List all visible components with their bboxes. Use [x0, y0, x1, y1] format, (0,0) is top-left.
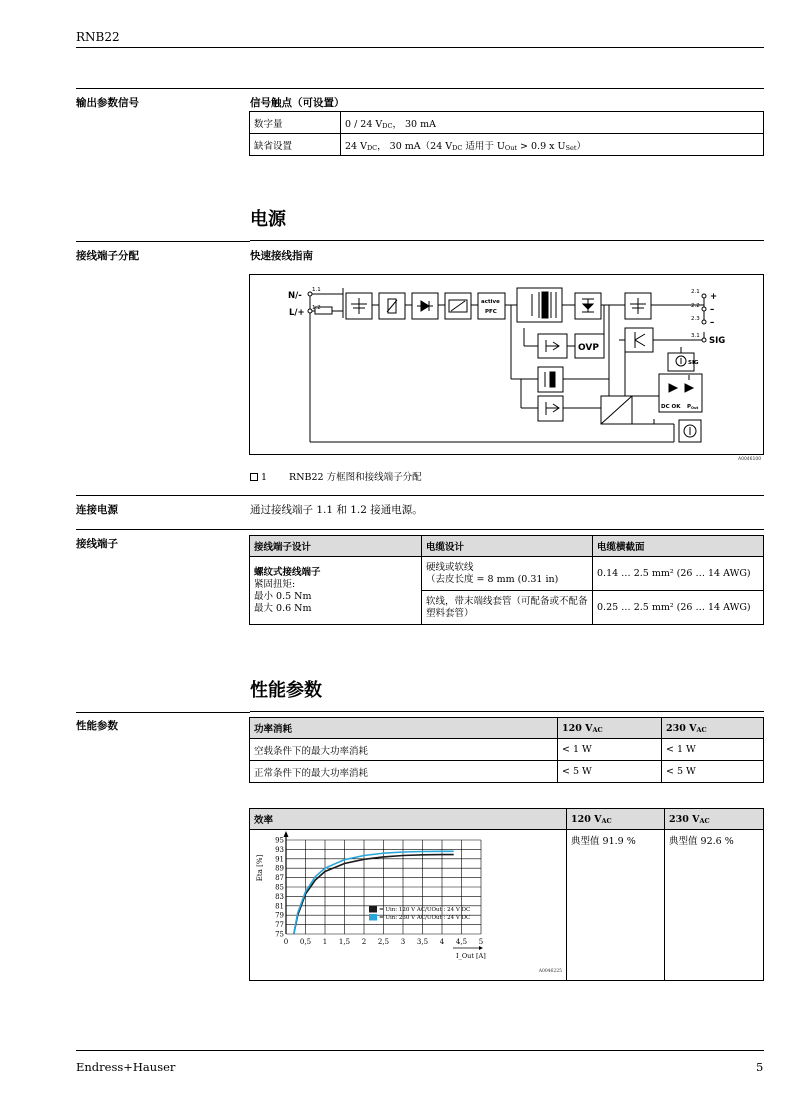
output-plus-label: +: [710, 292, 718, 302]
quick-wiring-subtitle: 快速接线指南: [250, 250, 313, 262]
y-tick-label: 81: [275, 902, 284, 911]
design-line: 最小 0.5 Nm: [254, 590, 312, 602]
figure-code: A0046100: [738, 457, 762, 462]
terminal-3-1-label: 3.1: [691, 333, 700, 339]
output-signal-table: [249, 111, 764, 156]
pfc-label: PFC: [485, 309, 497, 315]
sig-small-label: SIG: [688, 360, 699, 366]
header-rule: [76, 47, 764, 48]
section-rule: [76, 712, 250, 713]
document-header-title: RNB22: [76, 30, 120, 44]
x-axis-arrow: [479, 946, 483, 950]
legend-swatch: [369, 914, 377, 921]
section-rule: [76, 241, 250, 242]
y-tick-label: 77: [275, 921, 284, 930]
y-tick-label: 91: [275, 855, 284, 864]
x-tick-label: 2: [361, 938, 367, 946]
performance-side-label: 性能参数: [76, 720, 118, 732]
design-line: 紧固扭矩:: [254, 578, 296, 590]
terminal-n-label: N/-: [288, 291, 302, 301]
value-text: 适用于 U: [462, 140, 505, 152]
table-header-cell: 230 $V_{AC}$: [662, 718, 764, 739]
y-tick-label: 75: [275, 930, 284, 939]
x-tick-label: 2,5: [377, 938, 390, 946]
dc-ok-label: DC OK: [661, 404, 681, 410]
cable-cell: [422, 557, 593, 591]
y-tick-label: 79: [275, 911, 284, 920]
table-cell-value: [341, 112, 764, 134]
table-cell-label: 数字量: [250, 112, 341, 134]
table-header-cell: 接线端子设计: [250, 536, 422, 557]
x-axis-label: I_Out [A]: [456, 952, 486, 960]
output-signal-subtitle: 信号触点（可设置）: [250, 97, 345, 109]
cable-cell: 软线，带末端线套管（可配备或不配备塑料套管）: [422, 591, 593, 625]
figure-caption-text: RNB22 方框图和接线端子分配: [289, 472, 422, 483]
x-tick-label: 3,5: [416, 938, 429, 946]
value-sub: DC: [382, 121, 393, 130]
table-cell-label: 空载条件下的最大功率消耗: [250, 739, 558, 761]
block-diagram: [249, 274, 764, 456]
value-sub: Out: [504, 143, 517, 152]
table-row: [250, 830, 764, 981]
figure-caption: [250, 469, 422, 483]
table-header-row: [250, 809, 764, 830]
pout-label: POut: [687, 404, 699, 410]
x-tick-label: 4,5: [455, 938, 468, 946]
table-row: [250, 112, 764, 134]
table-header-row: [250, 536, 764, 557]
section-title-rule: [250, 711, 764, 712]
value-text: ）: [576, 140, 586, 152]
table-row: [250, 134, 764, 156]
terminal-1-1-label: 1.1: [312, 287, 321, 293]
table-row: [250, 761, 764, 783]
terminal-2-2-label: 2.2: [691, 303, 700, 309]
terminal-2-3-label: 2.3: [691, 316, 700, 322]
y-tick-label: 85: [275, 883, 284, 892]
series-line-2: [294, 851, 454, 934]
footer-rule: [76, 1050, 764, 1051]
ovp-label: OVP: [578, 343, 599, 353]
x-tick-label: 1,5: [338, 938, 351, 946]
table-header-cell: 电缆设计: [422, 536, 593, 557]
efficiency-230-value: 典型值 92.6 %: [665, 830, 764, 981]
cable-line: （去皮长度 = 8 mm (0.31 in): [426, 573, 559, 585]
footer-page-number: 5: [756, 1060, 764, 1074]
design-line: 最大 0.6 Nm: [254, 602, 312, 614]
value-sub: Set: [565, 143, 577, 152]
terminal-table: [249, 535, 764, 625]
value-text: ， 30 mA（24 V: [377, 140, 453, 152]
cross-section-cell: 0.14 … 2.5 mm² (26 … 14 AWG): [593, 557, 764, 591]
section-rule: [76, 495, 764, 496]
terminal-2-1-label: 2.1: [691, 289, 700, 295]
power-consumption-table: [249, 717, 764, 783]
terminal-design-cell: [250, 557, 422, 625]
terminal-assignment-side-label: 接线端子分配: [76, 250, 139, 262]
value-text: 0 / 24 V: [345, 118, 383, 130]
x-tick-label: 1: [322, 938, 328, 946]
value-text: 24 V: [345, 140, 367, 152]
table-cell-value: < 1 W: [558, 739, 662, 761]
table-cell-label: 缺省设置: [250, 134, 341, 156]
performance-section-title: 性能参数: [250, 680, 322, 701]
table-header-cell: 120 $V_{AC}$: [558, 718, 662, 739]
y-axis-arrow: [284, 831, 289, 837]
cable-line: 硬线或软线: [426, 561, 474, 573]
cross-section-cell: 0.25 … 2.5 mm² (26 … 14 AWG): [593, 591, 764, 625]
chart-figure-code: A0046225: [538, 969, 562, 974]
terminal-l-label: L/+: [289, 308, 305, 318]
table-cell-value: < 1 W: [662, 739, 764, 761]
table-header-cell: 120 $V_{AC}$: [567, 809, 665, 830]
table-cell-value: [341, 134, 764, 156]
value-sub: DC: [366, 143, 378, 152]
table-cell-value: < 5 W: [662, 761, 764, 783]
legend-swatch: [369, 906, 377, 913]
efficiency-120-value: 典型值 91.9 %: [567, 830, 665, 981]
section-title-rule: [250, 240, 764, 241]
legend-entry: = Uin: 120 V AC/UOut : 24 V DC: [379, 907, 471, 913]
y-tick-label: 89: [275, 864, 284, 873]
table-header-cell: 电缆横截面: [593, 536, 764, 557]
value-text: > 0.9 x U: [517, 140, 566, 152]
value-sub: DC: [452, 143, 463, 152]
design-title: 螺纹式接线端子: [254, 566, 321, 578]
active-label: active: [481, 299, 500, 305]
x-tick-label: 5: [478, 938, 484, 946]
connect-power-text: 通过接线端子 1.1 和 1.2 接通电源。: [250, 504, 423, 516]
x-tick-label: 0,5: [299, 938, 312, 946]
table-header-cell: 效率: [250, 809, 567, 830]
power-section-title: 电源: [250, 209, 286, 230]
y-axis-label: Eta [%]: [256, 854, 264, 882]
x-tick-label: 4: [439, 938, 445, 946]
y-tick-label: 95: [275, 836, 284, 845]
figure-icon: [250, 473, 258, 481]
output-sig-label: SIG: [709, 336, 726, 346]
table-header-cell: 230 $V_{AC}$: [665, 809, 764, 830]
output-signal-side-label: 输出参数信号: [76, 97, 139, 109]
efficiency-chart-cell: [250, 830, 567, 981]
y-tick-label: 87: [275, 874, 284, 883]
table-cell-value: < 5 W: [558, 761, 662, 783]
x-tick-label: 0: [283, 938, 289, 946]
table-header-row: [250, 718, 764, 739]
table-cell-label: 正常条件下的最大功率消耗: [250, 761, 558, 783]
table-row: [250, 739, 764, 761]
terminal-side-label: 接线端子: [76, 538, 118, 550]
section-rule: [76, 529, 764, 530]
figure-number: 1: [261, 472, 268, 483]
connect-power-side-label: 连接电源: [76, 504, 118, 516]
value-text: ， 30 mA: [392, 118, 436, 130]
output-minus-label-2: –: [710, 318, 715, 328]
efficiency-table: [249, 808, 764, 981]
legend-entry: = Uin: 230 V AC/UOut : 24 V DC: [379, 915, 471, 921]
section-rule: [76, 88, 764, 89]
y-tick-label: 93: [275, 845, 284, 854]
terminal-1-2-label: 1.2: [312, 305, 321, 311]
table-header-cell: 功率消耗: [250, 718, 558, 739]
y-tick-label: 83: [275, 892, 284, 901]
series-line-1: [294, 855, 454, 934]
footer-brand: Endress+Hauser: [76, 1060, 176, 1074]
output-minus-label: –: [710, 305, 715, 315]
table-row: [250, 557, 764, 591]
efficiency-chart: [250, 830, 566, 977]
x-tick-label: 3: [400, 938, 406, 946]
